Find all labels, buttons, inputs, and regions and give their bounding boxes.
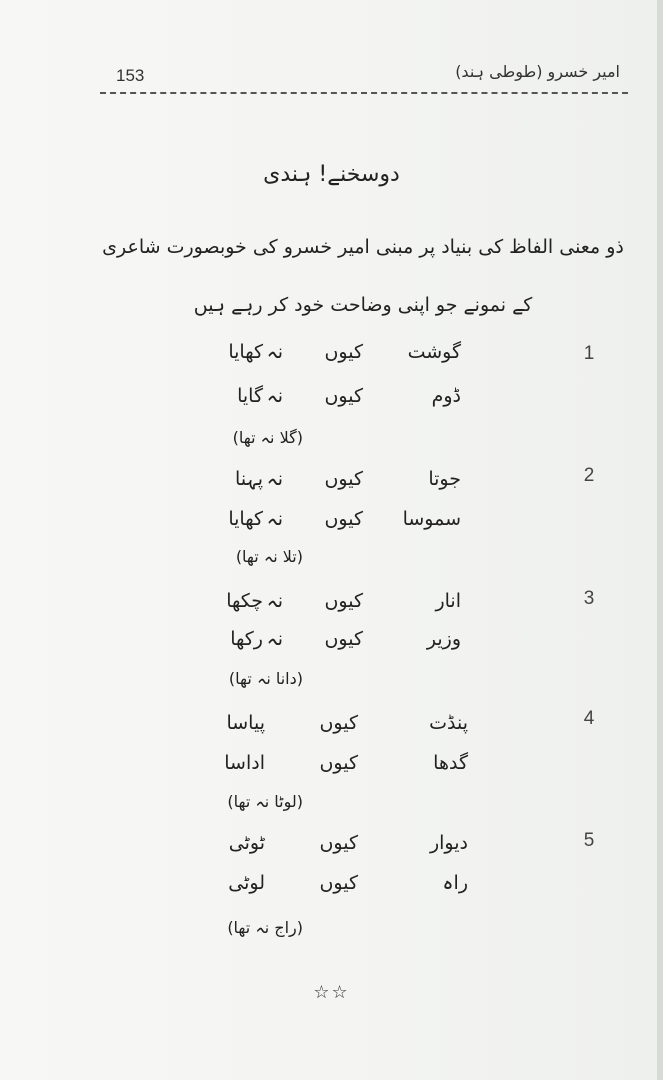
riddle-word: ٹوٹی (228, 832, 265, 854)
riddle-answer: (لوٹا نہ تھا) (227, 792, 303, 811)
riddle-answer: (گلا نہ تھا) (232, 428, 303, 447)
riddle-word: ڈوم (431, 385, 461, 407)
intro-paragraph: ذو معنی الفاظ کی بنیاد پر مبنی امیر خسرو کی خوبصورت شاعری کے نمونے جو اپنی وضاحت خود کر رہے ہیں (102, 236, 624, 316)
riddle-word: سموسا (402, 508, 461, 530)
riddle-word: نہ (266, 590, 283, 612)
riddle-word: نہ (266, 628, 283, 650)
riddle-word: انار (435, 590, 461, 612)
footer-ornament: ☆☆ (313, 982, 350, 1003)
running-title: امیر خسرو (طوطی ہند) (455, 62, 620, 81)
riddle-word: کیوں (324, 341, 363, 363)
riddle-word: رکھا (230, 628, 263, 650)
section-title: دوسخنے! ہندی (263, 162, 400, 187)
riddle-word: راہ (442, 872, 468, 894)
riddle-answer: (دانا نہ تھا) (228, 669, 303, 688)
riddle-number: 4 (583, 708, 595, 729)
riddle-word: کیوں (319, 872, 358, 894)
riddle-word: کیوں (324, 508, 363, 530)
riddle-answer: (راج نہ تھا) (227, 918, 303, 937)
riddle-number: 1 (583, 343, 595, 364)
riddle-word: کیوں (319, 752, 358, 774)
riddle-word: لوٹی (228, 872, 265, 894)
riddle-word: پنڈت (429, 712, 468, 734)
riddle-number: 5 (583, 830, 595, 851)
riddle-word: نہ (266, 341, 283, 363)
page-header (100, 60, 628, 96)
riddle-word: دیوار (429, 832, 468, 854)
riddle-word: پیاسا (226, 712, 265, 734)
riddle-word: کھایا (228, 341, 263, 363)
riddle-word: کیوں (324, 385, 363, 407)
riddle-word: نہ (266, 508, 283, 530)
riddle-word: کیوں (324, 468, 363, 490)
riddle-word: کیوں (324, 628, 363, 650)
riddle-word: پہنا (235, 468, 263, 490)
riddle-answer: (تلا نہ تھا) (235, 547, 303, 566)
riddle-word: کھایا (228, 508, 263, 530)
riddle-number: 3 (583, 588, 595, 609)
riddle-word: گدھا (433, 752, 468, 774)
riddle-word: کیوں (324, 590, 363, 612)
page-number: 153 (116, 66, 145, 85)
riddle-word: اداسا (224, 752, 265, 774)
riddle-word: کیوں (319, 712, 358, 734)
riddle-word: نہ (266, 385, 283, 407)
riddle-word: نہ (266, 468, 283, 490)
riddle-number: 2 (583, 465, 595, 486)
riddle-word: گوشت (407, 341, 461, 363)
riddle-word: کیوں (319, 832, 358, 854)
riddle-word: گایا (237, 385, 263, 407)
riddle-word: چکھا (226, 590, 263, 612)
riddle-word: وزیر (426, 628, 461, 650)
header-rule (100, 92, 628, 94)
riddle-word: جوتا (428, 468, 461, 490)
